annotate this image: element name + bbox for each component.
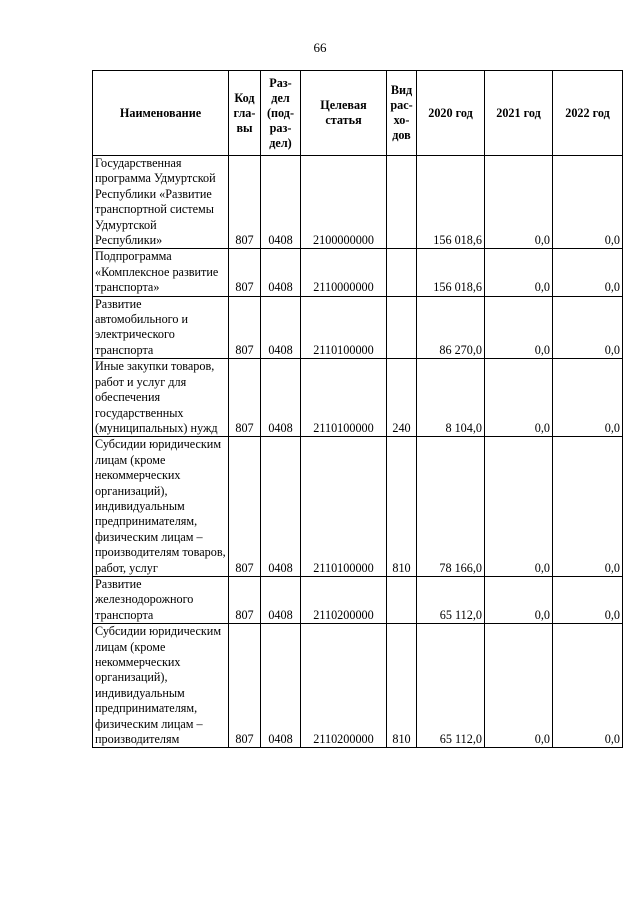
row-section: 0408 xyxy=(261,624,301,748)
row-section: 0408 xyxy=(261,296,301,359)
row-expense-type: 240 xyxy=(387,359,417,437)
row-target-article: 2110100000 xyxy=(301,359,387,437)
row-name: Иные закупки товаров, работ и услуг для обеспечения государственных (муниципальных) нужд xyxy=(93,359,229,437)
row-name: Развитие автомобильного и электрического транспорта xyxy=(93,296,229,359)
row-expense-type xyxy=(387,296,417,359)
row-name: Субсидии юридическим лицам (кроме некоммерческих организаций), индивидуальным предпринимателям, физическим лицам – производителям товаров, работ, услуг xyxy=(93,437,229,577)
row-target-article: 2110100000 xyxy=(301,296,387,359)
row-2020: 86 270,0 xyxy=(417,296,485,359)
row-chapter-code: 807 xyxy=(229,156,261,249)
header-name: Наименование xyxy=(93,71,229,156)
row-section: 0408 xyxy=(261,437,301,577)
table-row xyxy=(93,156,623,249)
row-2021: 0,0 xyxy=(485,249,553,296)
header-2021: 2021 год xyxy=(485,71,553,156)
row-chapter-code: 807 xyxy=(229,576,261,623)
header-expense-type: Вид рас- хо- дов xyxy=(387,71,417,156)
row-2021: 0,0 xyxy=(485,296,553,359)
row-chapter-code: 807 xyxy=(229,437,261,577)
row-2022: 0,0 xyxy=(553,296,623,359)
header-section: Раз- дел (под- раз- дел) xyxy=(261,71,301,156)
row-2020: 156 018,6 xyxy=(417,156,485,249)
header-2020: 2020 год xyxy=(417,71,485,156)
row-section: 0408 xyxy=(261,359,301,437)
row-section: 0408 xyxy=(261,576,301,623)
row-expense-type xyxy=(387,249,417,296)
table-row xyxy=(93,296,623,359)
row-2021: 0,0 xyxy=(485,437,553,577)
header-target-article: Целевая статья xyxy=(301,71,387,156)
row-expense-type: 810 xyxy=(387,624,417,748)
row-2021: 0,0 xyxy=(485,359,553,437)
row-2020: 78 166,0 xyxy=(417,437,485,577)
row-target-article: 2110200000 xyxy=(301,624,387,748)
table-row xyxy=(93,437,623,577)
row-target-article: 2110000000 xyxy=(301,249,387,296)
row-name: Государственная программа Удмуртской Республики «Развитие транспортной системы Удмуртской Республики» xyxy=(93,156,229,249)
header-2022: 2022 год xyxy=(553,71,623,156)
row-name: Подпрограмма «Комплексное развитие транспорта» xyxy=(93,249,229,296)
row-2020: 65 112,0 xyxy=(417,624,485,748)
row-2020: 156 018,6 xyxy=(417,249,485,296)
row-section: 0408 xyxy=(261,156,301,249)
budget-table xyxy=(92,70,623,748)
table-header-row xyxy=(93,71,623,156)
row-2021: 0,0 xyxy=(485,156,553,249)
row-name: Развитие железнодорожного транспорта xyxy=(93,576,229,623)
header-chapter-code: Код гла- вы xyxy=(229,71,261,156)
page-number: 66 xyxy=(313,40,327,55)
table-row xyxy=(93,249,623,296)
row-chapter-code: 807 xyxy=(229,249,261,296)
row-target-article: 2100000000 xyxy=(301,156,387,249)
table-row xyxy=(93,576,623,623)
row-target-article: 2110200000 xyxy=(301,576,387,623)
row-2022: 0,0 xyxy=(553,437,623,577)
row-section: 0408 xyxy=(261,249,301,296)
row-2022: 0,0 xyxy=(553,359,623,437)
table-row xyxy=(93,359,623,437)
row-name: Субсидии юридическим лицам (кроме некоммерческих организаций), индивидуальным предпринимателям, физическим лицам – производителям xyxy=(93,624,229,748)
row-expense-type xyxy=(387,156,417,249)
row-chapter-code: 807 xyxy=(229,296,261,359)
row-2020: 65 112,0 xyxy=(417,576,485,623)
row-2021: 0,0 xyxy=(485,624,553,748)
row-2020: 8 104,0 xyxy=(417,359,485,437)
row-expense-type xyxy=(387,576,417,623)
row-chapter-code: 807 xyxy=(229,624,261,748)
row-2022: 0,0 xyxy=(553,156,623,249)
row-2022: 0,0 xyxy=(553,624,623,748)
row-target-article: 2110100000 xyxy=(301,437,387,577)
row-2022: 0,0 xyxy=(553,576,623,623)
row-chapter-code: 807 xyxy=(229,359,261,437)
table-row xyxy=(93,624,623,748)
row-2022: 0,0 xyxy=(553,249,623,296)
row-2021: 0,0 xyxy=(485,576,553,623)
row-expense-type: 810 xyxy=(387,437,417,577)
